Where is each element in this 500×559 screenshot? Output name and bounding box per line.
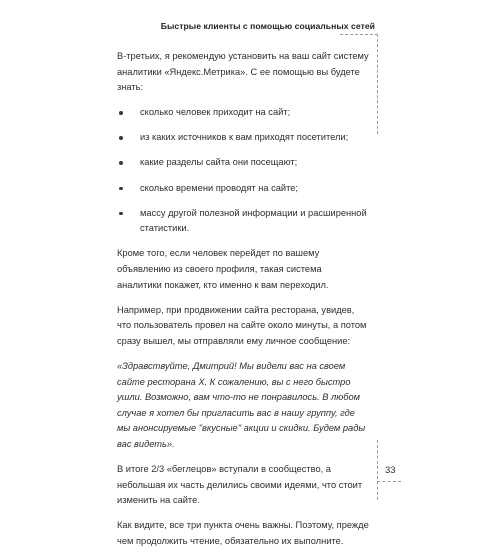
body-paragraph: Кроме того, если человек перейдет по вашему объявлению из своего профиля, такая система аналитики покажет, кто именно к вам переходил.	[117, 248, 329, 290]
list-item	[117, 130, 369, 146]
list-item	[117, 206, 369, 237]
bullet-icon	[119, 111, 123, 115]
page-number: 33	[385, 465, 396, 476]
footer-divider-horizontal	[377, 481, 401, 482]
header-divider-horizontal	[340, 34, 378, 35]
quoted-message: «Здравствуйте, Дмитрий! Мы видели вас на своем сайте ресторана Х. К сожалению, вы с него быстро ушли. Возможно, вам что-то не понравилось. В любом случае я хотел бы пригласить вас в нашу группу, где мы анонсируемые "вкусные" акции и скидки. Будем рады вас видеть».	[117, 360, 366, 449]
bullet-icon	[119, 161, 123, 165]
list-item-text: какие разделы сайта они посещают;	[140, 157, 298, 168]
body-paragraph: В итоге 2/3 «беглецов» вступали в сообщество, а небольшая их часть делились своими идеями, что стоит изменить на сайте.	[117, 463, 363, 506]
analytics-bullet-list	[117, 105, 369, 237]
list-item	[117, 155, 369, 171]
list-item	[117, 105, 369, 121]
list-item	[117, 181, 369, 197]
list-item-text: массу другой полезной информации и расширенной статистики.	[140, 207, 367, 234]
list-item-text: из каких источников к вам приходят посетители;	[140, 132, 349, 143]
body-paragraph: Например, при продвижении сайта ресторана, увидев, что пользователь провел на сайте около минуты, а потом сразу вышел, мы отправляли ему личное сообщение:	[117, 304, 367, 346]
list-item-text: сколько времени проводят на сайте;	[140, 182, 299, 193]
body-paragraph: Как видите, все три пункта очень важны. Поэтому, прежде чем продолжить чтение, обязательно их выполните.	[117, 520, 369, 546]
page-body	[117, 49, 369, 559]
intro-paragraph: В-третьих, я рекомендую установить на ваш сайт систему аналитики «Яндекс.Метрика». С ее помощью вы будете знать:	[117, 51, 369, 93]
list-item-text: сколько человек приходит на сайт;	[140, 107, 291, 118]
bullet-icon	[119, 136, 123, 140]
footer-divider-vertical	[377, 440, 378, 500]
running-header: Быстрые клиенты с помощью социальных сетей	[160, 21, 375, 31]
header-divider-vertical	[377, 34, 378, 134]
bullet-icon	[119, 212, 123, 216]
bullet-icon	[119, 187, 123, 191]
